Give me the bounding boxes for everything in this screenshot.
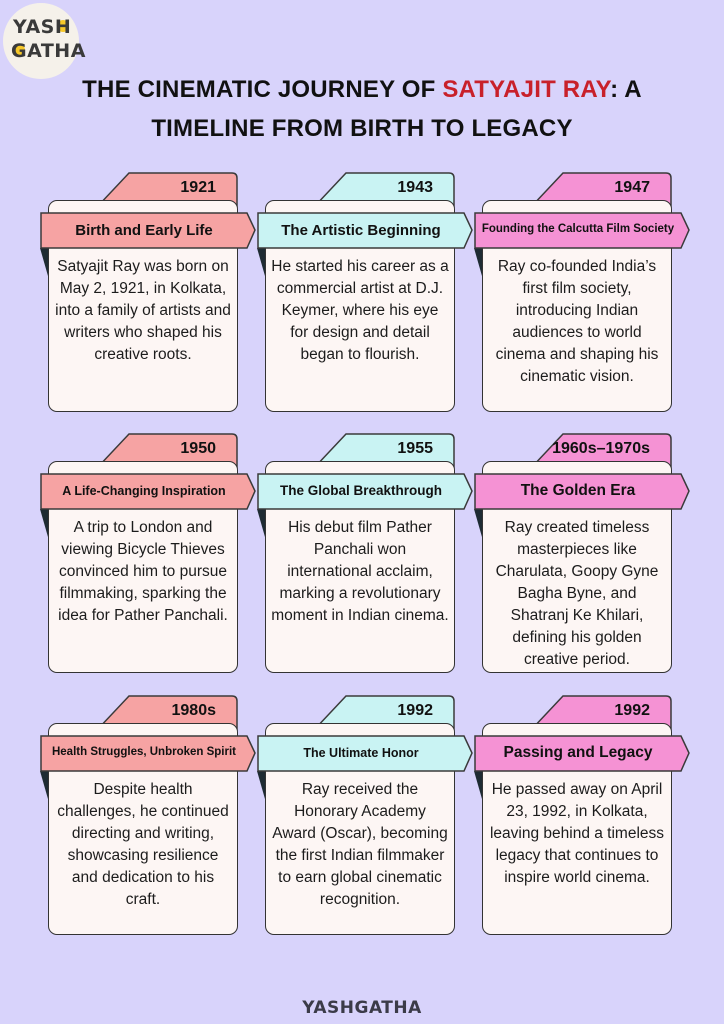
fold-shadow: [257, 248, 269, 278]
card-heading: The Artistic Beginning: [281, 221, 441, 239]
card-description: Satyajit Ray was born on May 2, 1921, in Kolkata, into a family of artists and writers who shaped his creative roots.: [55, 258, 231, 363]
card-heading: The Global Breakthrough: [279, 483, 442, 499]
card-heading: The Ultimate Honor: [303, 745, 419, 760]
timeline-card: [257, 172, 473, 417]
logo-line-2: GATHA: [11, 40, 86, 62]
card-heading: Health Struggles, Unbroken Spirit: [51, 746, 237, 759]
card-heading: Birth and Early Life: [75, 221, 213, 239]
card-heading: A Life-Changing Inspiration: [62, 483, 226, 498]
card-description: Ray co-founded India’s first film society, introducing Indian audiences to world cinema and shaping his cinematic vision.: [495, 258, 659, 385]
fold-shadow: [257, 509, 269, 539]
footer-brand: YASHGATHA: [302, 998, 422, 1018]
fold-shadow: [40, 248, 52, 278]
year-label: 1980s: [171, 702, 216, 719]
title-accent: SATYAJIT RAY: [442, 76, 611, 103]
timeline-card: [474, 433, 690, 678]
timeline-card: [40, 172, 256, 417]
yashgatha-logo: [3, 3, 86, 79]
logo-line-1: YASH: [13, 16, 72, 38]
year-label: 1960s–1970s: [552, 440, 650, 457]
fold-shadow: [474, 509, 486, 539]
card-heading: Founding the Calcutta Film Society: [481, 223, 675, 236]
card-description: Ray created timeless masterpieces like Charulata, Goopy Gyne Bagha Byne, and Shatranj Ke Khilari, defining his golden creative period.: [495, 519, 659, 668]
year-label: 1921: [180, 179, 216, 196]
timeline-card: [257, 695, 473, 940]
year-label: 1992: [614, 702, 650, 719]
card-description: A trip to London and viewing Bicycle Thieves convinced him to pursue filmmaking, sparking the idea for Pather Panchali.: [58, 519, 228, 624]
card-description: Ray received the Honorary Academy Award (Oscar), becoming the first Indian filmmaker to earn global cinematic recognition.: [272, 781, 448, 908]
timeline-card: [40, 695, 256, 940]
timeline-card: [40, 433, 256, 678]
year-label: 1947: [614, 179, 650, 196]
card-description: His debut film Pather Panchali won international acclaim, marking a revolutionary moment in Indian cinema.: [271, 519, 449, 624]
card-heading: The Golden Era: [520, 482, 636, 500]
fold-shadow: [474, 771, 486, 801]
card-description: He started his career as a commercial artist at D.J. Keymer, where his eye for design and detail began to flourish.: [271, 258, 449, 363]
card-description: He passed away on April 23, 1992, in Kolkata, leaving behind a timeless legacy that continues to inspire world cinema.: [489, 781, 665, 886]
year-label: 1950: [180, 440, 216, 457]
timeline-card: [474, 695, 690, 940]
timeline-card: [474, 172, 690, 417]
fold-shadow: [257, 771, 269, 801]
card-heading: Passing and Legacy: [503, 744, 653, 762]
timeline-card: [257, 433, 473, 678]
page-title: THE CINEMATIC JOURNEY OF SATYAJIT RAY: A TIMELINE FROM BIRTH TO LEGACY: [82, 76, 642, 142]
fold-shadow: [40, 509, 52, 539]
year-label: 1943: [397, 179, 433, 196]
card-description: Despite health challenges, he continued directing and writing, showcasing resilience and dedication to his craft.: [57, 781, 229, 908]
year-label: 1992: [397, 702, 433, 719]
fold-shadow: [474, 248, 486, 278]
year-label: 1955: [397, 440, 433, 457]
fold-shadow: [40, 771, 52, 801]
